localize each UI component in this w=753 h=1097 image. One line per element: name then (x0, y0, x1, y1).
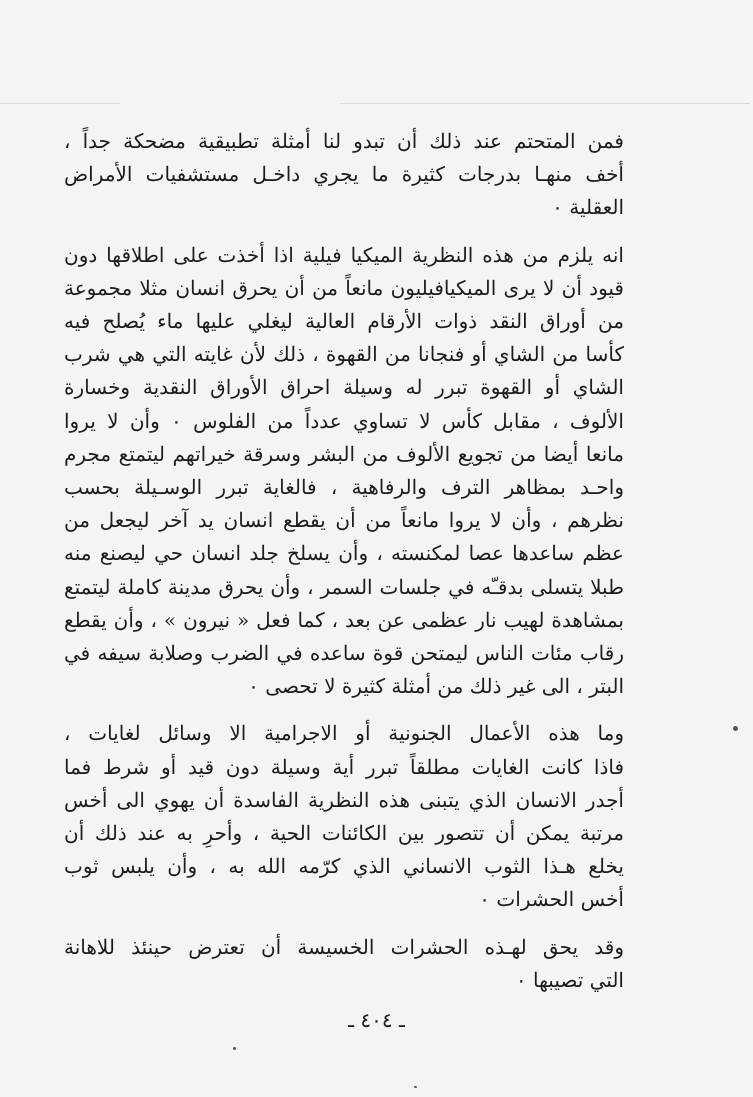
margin-dot (414, 1086, 417, 1088)
text-line: مانعا أيضا من تجويع الألوف من البشر وسرقة خيراتهم ليتمتع مجرم (64, 441, 624, 466)
text-line: يخلع هـذا الثوب الانساني الذي كرّمه الله به ، وأن يلبس ثوب (64, 854, 624, 879)
text-line: قيود أن لا يرى الميكيافيليون مانعاً من أن يحرق انسان مثلا مجموعة (64, 275, 624, 300)
text-line: أخف منهـا بدرجات كثيرة ما يجري داخـل مستشفيات الأمراض (64, 162, 624, 187)
text-line: واحـد بمظاهر الترف والرفاهية ، فالغاية تبرر الوسـيلة بحسب (64, 475, 624, 500)
margin-dot (233, 1047, 236, 1050)
text-line: فاذا كانت الغايات مطلقاً تبرر أية وسيلة دون قيد أو شرط فما (64, 754, 624, 779)
text-line: من أوراق النقد ذوات الأرقام العالية ليغلي عليها ماء يُصلح فيه (64, 309, 624, 334)
text-line: انه يلزم من هذه النظرية الميكيا فيلية اذا أخذت على اطلاقها دون (64, 242, 624, 267)
text-line: نظرهم ، وأن لا يروا مانعاً من أن يقطع انسان يد آخر ليجعل من (64, 508, 624, 533)
text-line: كأسا من الشاي أو فنجانا من القهوة ، ذلك لأن غايته التي هي شرب (64, 342, 624, 367)
paragraph (64, 125, 624, 225)
scan-artifact-line (340, 103, 750, 104)
text-line: وقد يحق لهـذه الحشرات الخسيسة أن تعترض حينئذ للاهانة (64, 934, 624, 959)
text-line: رقاب مئات الناس ليمتحن قوة ساعده في الضرب وصلابة سيفه في (64, 641, 624, 666)
scan-artifact-line (0, 103, 120, 104)
text-line: فمن المتحتم عند ذلك أن تبدو لنا أمثلة تطبيقية مضحكة جداً ، (64, 129, 624, 153)
text-line: التي تصيبها ٠ (515, 967, 624, 992)
text-line: البتر ، الى غير ذلك من أمثلة كثيرة لا تحصى ٠ (248, 674, 624, 699)
text-line: طبلا يتسلى بدقـّه في جلسات السمر ، وأن يحرق مدينة كاملة ليتمتع (64, 574, 624, 599)
text-line: وما هذه الأعمال الجنونية أو الاجرامية الا وسائل لغايات ، (64, 721, 624, 746)
text-line: العقلية ٠ (552, 195, 624, 220)
text-line: بمشاهدة لهيب نار عظمى عن بعد ، كما فعل « نيرون » ، وأن يقطع (64, 607, 624, 632)
margin-dot (733, 726, 738, 731)
paragraph (64, 239, 624, 704)
text-line: أجدر الانسان الذي يتبنى هذه النظرية الفاسدة أن يهوي الى أخس (64, 787, 624, 812)
text-line: أخس الحشرات ٠ (479, 887, 624, 912)
body-text (64, 125, 624, 1011)
text-line: الشاي أو القهوة تبرر له وسيلة احراق الأوراق النقدية وخسارة (64, 375, 624, 400)
paragraph (64, 717, 624, 916)
text-line: الألوف ، مقابل كأس لا تساوي عدداً من الفلوس ٠ وأن لا يروا (64, 408, 624, 433)
text-line: مرتبة يمكن أن تتصور بين الكائنات الحية ، وأحرِ به عند ذلك أن (64, 821, 624, 846)
text-line: عظم ساعدها عصا لمكنسته ، وأن يسلخ جلد انسان حي ليصنع منه (64, 541, 624, 566)
page-number: ـ ٤٠٤ ـ (348, 1008, 405, 1032)
paragraph (64, 931, 624, 997)
